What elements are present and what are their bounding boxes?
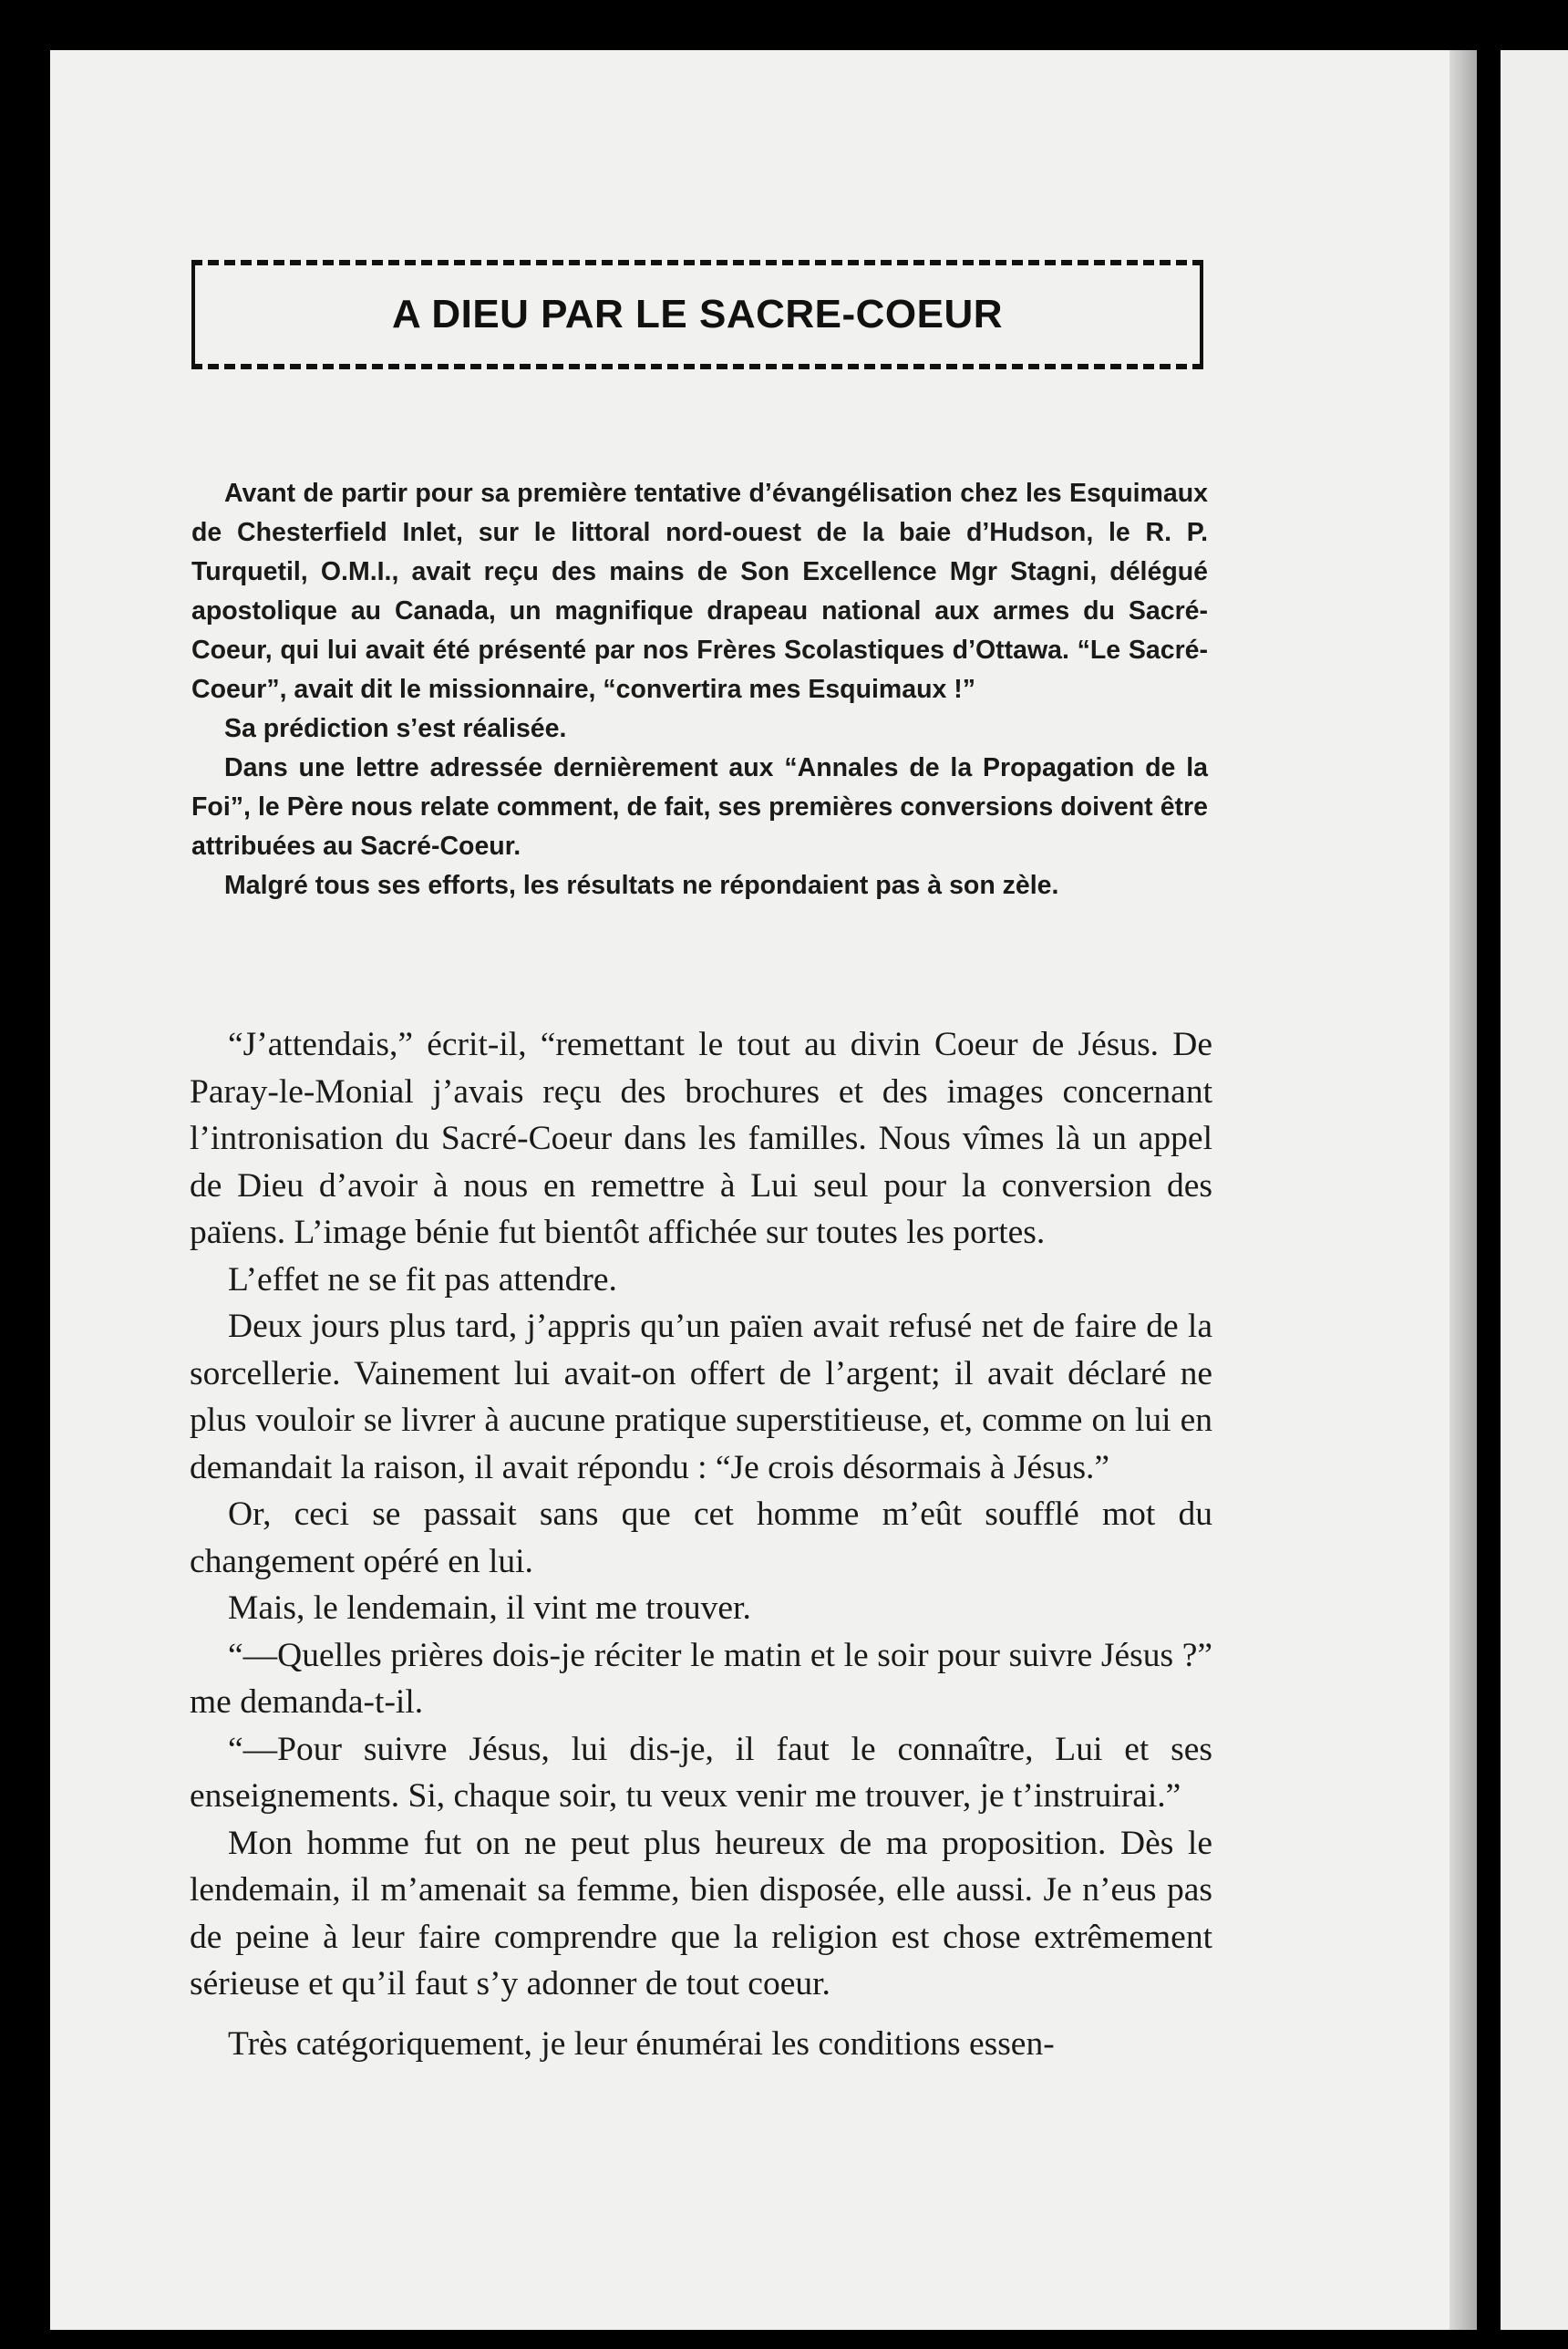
body-paragraph: Mon homme fut on ne peut plus heureux de ma proposition. Dès le lendemain, il m’amenait sa femme, bien disposée, elle aussi. Je n’eus pas de peine à leur faire comprendre que la religion est chose extrêmement sérieuse et qu’il faut s’y adonner de tout coeur. (190, 1824, 1212, 2002)
intro-paragraph: Malgré tous ses efforts, les résultats ne répondaient pas à son zèle. (224, 871, 1059, 900)
title-frame (191, 260, 1203, 369)
body-paragraph: Deux jours plus tard, j’appris qu’un païen avait refusé net de faire de la sorcellerie. Vainement lui avait-on offert de l’argent; il avait déclaré ne plus vouloir se livrer à aucune pratique superstitieuse, et, comme on lui en demandait la raison, il avait répondu : “Je crois désormais à Jésus.” (190, 1308, 1212, 1486)
intro-block (191, 474, 1208, 905)
binding-shadow (1477, 50, 1501, 2330)
page-gutter (1449, 50, 1477, 2330)
body-paragraph: Mais, le lendemain, il vint me trouver. (228, 1589, 751, 1627)
intro-paragraph: Dans une lettre adressée dernièrement aux “Annales de la Propagation de la Foi”, le Père nous relate comment, de fait, ses premières conversions doivent être attribuées au Sacré-Coeur. (191, 753, 1208, 861)
body-paragraph: “—Pour suivre Jésus, lui dis-je, il faut le connaître, Lui et ses enseignements. Si, chaque soir, tu veux venir me trouver, je t’instruirai.” (190, 1730, 1212, 1815)
body-paragraph: “J’attendais,” écrit-il, “remettant le tout au divin Coeur de Jésus. De Paray-le-Monial j’avais reçu des brochures et des images concernant l’intronisation du Sacré-Coeur dans les familles. Nous vîmes là un appel de Dieu d’avoir à nous en remettre à Lui seul pour la conversion des païens. L’image bénie fut bientôt affichée sur toutes les portes. (190, 1026, 1212, 1251)
intro-paragraph: Avant de partir pour sa première tentative d’évangélisation chez les Esquimaux de Chesterfield Inlet, sur le littoral nord-ouest de la baie d’Hudson, le R. P. Turquetil, O.M.I., avait reçu des mains de Son Excellence Mgr Stagni, délégué apostolique au Canada, un magnifique drapeau national aux armes du Sacré-Coeur, qui lui avait été présenté par nos Frères Scolastiques d’Ottawa. “Le Sacré-Coeur”, avait dit le missionnaire, “convertira mes Esquimaux !” (191, 479, 1208, 704)
body-paragraph: “—Quelles prières dois-je réciter le matin et le soir pour suivre Jésus ?” me demanda-t-il. (190, 1636, 1212, 1721)
body-paragraph: Or, ceci se passait sans que cet homme m’eût soufflé mot du changement opéré en lui. (190, 1495, 1212, 1580)
facing-page-edge (1501, 50, 1568, 2330)
intro-paragraph: Sa prédiction s’est réalisée. (224, 714, 567, 743)
article-title: A DIEU PAR LE SACRE-COEUR (391, 292, 1004, 336)
body-paragraph: Très catégoriquement, je leur énumérai les conditions essen- (228, 2024, 1055, 2063)
article-body (190, 1021, 1212, 2067)
body-paragraph: L’effet ne se fit pas attendre. (228, 1260, 617, 1299)
